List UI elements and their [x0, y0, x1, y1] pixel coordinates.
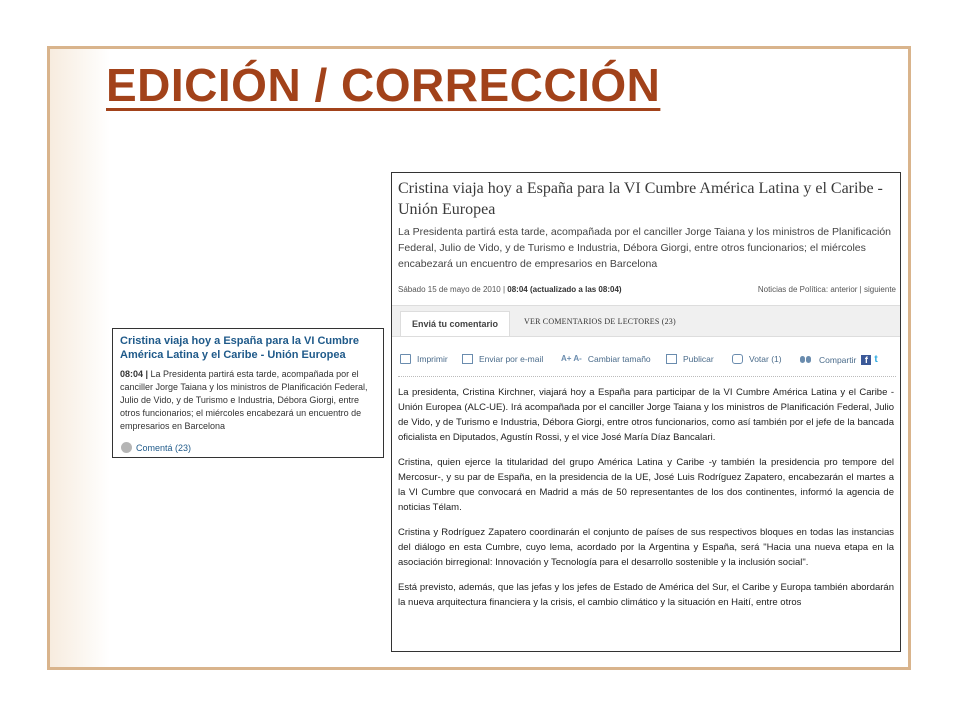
teaser-time: 08:04 | — [120, 369, 149, 379]
print-button[interactable] — [400, 354, 448, 364]
email-label: Enviar por e-mail — [479, 354, 544, 364]
toolbar-divider — [398, 376, 896, 377]
comment-bar — [392, 305, 901, 337]
teaser-comment-link[interactable] — [121, 442, 191, 453]
teaser-summary-text: La Presidenta partirá esta tarde, acompañada por el canciller Jorge Taiana y los ministros de Planificación Federal, Julio de Vido, y de Turismo e Industria, Débora Giorgi, entre otros funcionarios; el miércoles encabezará un encuentro de empresarios en Barcelona — [120, 369, 368, 431]
publish-icon — [666, 354, 677, 364]
article-time: 08:04 (actualizado a las 08:04) — [507, 285, 622, 294]
article-screenshot — [391, 172, 901, 652]
print-icon — [400, 354, 411, 364]
teaser-summary — [120, 368, 376, 433]
twitter-icon[interactable]: t — [874, 354, 878, 365]
article-paragraph: Cristina, quien ejerce la titularidad del grupo América Latina y Caribe -y también la presidencia pro tempore del Mercosur-, y su par de España, en la presidencia de la UE, José Luis Rodríguez Zapatero, encabezarán el martes a la VI Cumbre que convocará en Madrid a más de 50 representantes de los dos continentes, informó la agencia de noticias Télam. — [398, 457, 894, 513]
article-toolbar — [398, 354, 896, 370]
mail-icon — [462, 354, 473, 364]
article-body — [398, 385, 894, 620]
teaser-comment-label[interactable]: Comentá (23) — [136, 442, 192, 453]
thumbs-up-icon — [732, 354, 743, 364]
send-comment-tab[interactable]: Enviá tu comentario — [400, 311, 510, 336]
article-dateline — [398, 285, 896, 294]
article-headline: Cristina viaja hoy a España para la VI Cumbre América Latina y el Caribe - Unión Europea — [398, 180, 883, 218]
share-label: Compartir — [819, 354, 857, 365]
article-nav[interactable]: Noticias de Política: anterior | siguiente — [757, 285, 896, 294]
share-button[interactable] — [800, 354, 878, 365]
print-label: Imprimir — [417, 354, 448, 364]
article-paragraph: La presidenta, Cristina Kirchner, viajará hoy a España para participar de la VI Cumbre América Latina y el Caribe - Unión Europea (ALC-UE). Irá acompañada por el canciller Jorge Taiana y los ministros de Planificación Federal, Julio de Vido, y de Turismo e Industria, Débora Giorgi, entre otros funcionarios, como así también por el jefe de la bancada oficialista en Diputados, Agustín Rossi, y el vice José María Díaz Bancalari. — [398, 387, 894, 443]
font-size-button[interactable] — [561, 354, 651, 364]
font-size-label: Cambiar tamaño — [587, 354, 651, 364]
teaser-headline[interactable]: Cristina viaja hoy a España para la VI Cumbre América Latina y el Caribe - Unión Europea — [120, 335, 360, 361]
facebook-icon[interactable]: f — [861, 355, 871, 365]
slide-title: EDICIÓN / CORRECCIÓN — [106, 59, 661, 111]
article-paragraph: Cristina y Rodríguez Zapatero coordinarán el conjunto de países de sus respectivos bloques en todas las instancias del diálogo en esta Cumbre, cuyo lema, acordado por la Argentina y España, será "Hacia una nueva etapa en la asociación birregional: Innovación y Tecnología para el desarrollo sostenible y la inclusión social". — [398, 527, 894, 568]
slide-accent-strip — [50, 49, 110, 667]
publish-label: Publicar — [683, 354, 714, 364]
comment-icon — [121, 442, 132, 453]
article-paragraph: Está previsto, además, que las jefas y los jefes de Estado de América del Sur, el Caribe y Europa también abordarán la nueva arquitectura financiera y la crisis, el cambio climático y la situación en Haití, entre otros — [398, 582, 894, 608]
vote-label: Votar (1) — [749, 354, 782, 364]
article-summary: La Presidenta partirá esta tarde, acompañada por el canciller Jorge Taiana y los ministros de Planificación Federal, Julio de Vido, y de Turismo e Industria, Débora Giorgi, entre otros funcionarios; el miércoles encabezará un encuentro de empresarios en Barcelona — [398, 226, 891, 270]
email-button[interactable] — [462, 354, 543, 364]
vote-button[interactable] — [732, 354, 782, 364]
news-teaser-card — [112, 328, 384, 458]
font-size-icon: A+ A- — [561, 354, 582, 363]
people-icon — [800, 355, 813, 365]
view-comments-link[interactable]: VER COMENTARIOS DE LECTORES (23) — [524, 317, 676, 326]
article-date: Sábado 15 de mayo de 2010 | — [398, 285, 508, 294]
publish-button[interactable] — [666, 354, 714, 364]
